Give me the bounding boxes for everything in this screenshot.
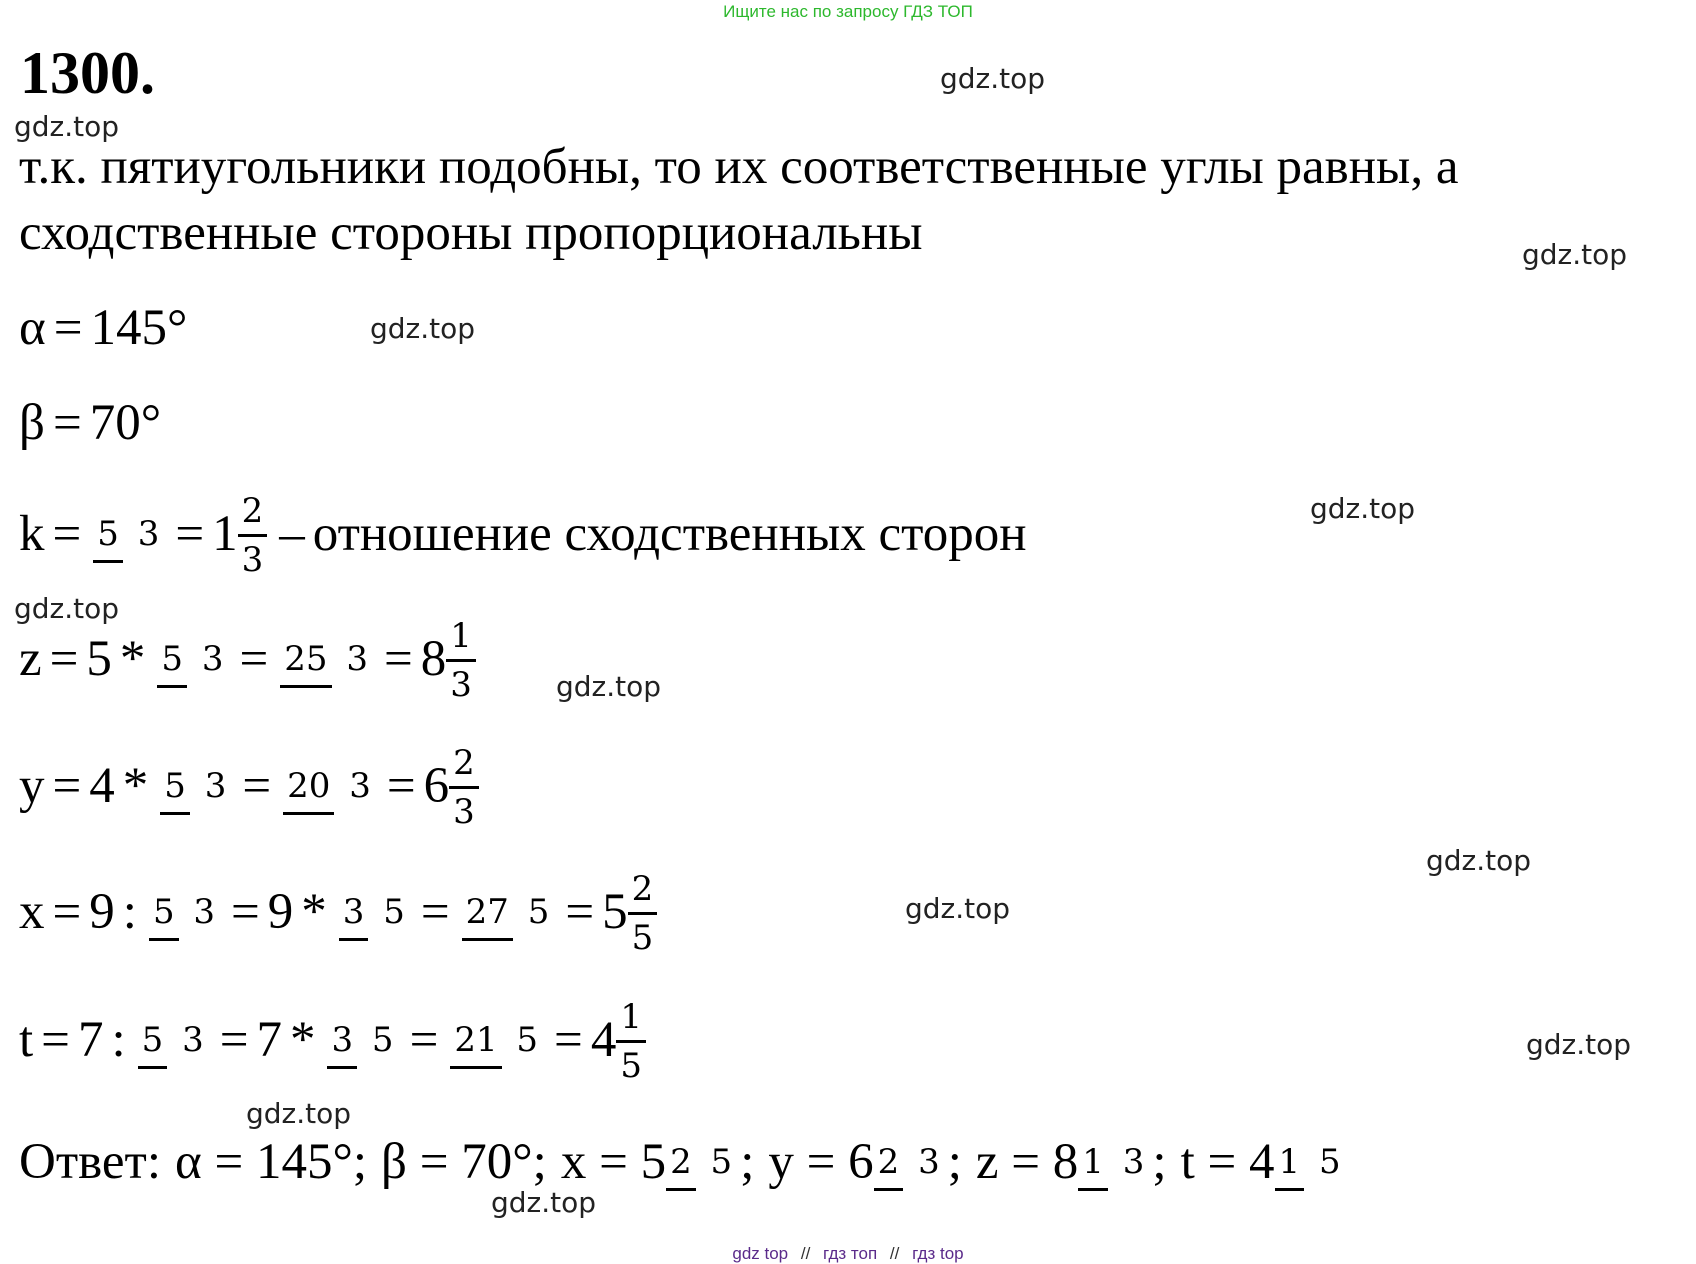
- denominator: 5: [383, 891, 405, 932]
- mixed-number: [423, 742, 483, 832]
- equals-sign: =: [409, 1011, 439, 1068]
- problem-number: 1300.: [20, 40, 155, 106]
- denominator: 5: [710, 1142, 733, 1182]
- fraction: [238, 490, 268, 580]
- y-equation: [19, 742, 483, 832]
- answer-x: x = 5: [560, 1134, 667, 1190]
- watermark: gdz.top: [940, 62, 1046, 95]
- whole-part: 5: [602, 883, 628, 940]
- fraction: [446, 615, 476, 705]
- fraction: [327, 1019, 397, 1060]
- separator: ;: [1152, 1134, 1167, 1190]
- numerator: 5: [138, 1016, 168, 1069]
- fraction: [666, 1142, 736, 1182]
- x-equation: [19, 868, 661, 958]
- z-equation: [19, 615, 480, 705]
- answer-line: [19, 1132, 1349, 1192]
- denominator: 5: [371, 1019, 394, 1060]
- numerator: 1: [1275, 1138, 1305, 1191]
- numerator: 5: [93, 510, 123, 563]
- numerator: 5: [160, 762, 190, 815]
- watermark: gdz.top: [14, 110, 120, 143]
- fraction: [138, 1019, 208, 1060]
- equals-sign: =: [52, 757, 82, 814]
- answer-t: t = 4: [1180, 1134, 1275, 1190]
- multiply-sign: *: [301, 883, 327, 940]
- watermark: gdz.top: [1526, 1028, 1632, 1061]
- factor: 5: [86, 630, 112, 687]
- footer-link-gdz-top-mixed[interactable]: гдз top: [912, 1244, 964, 1263]
- watermark: gdz.top: [1522, 238, 1628, 271]
- k-description: отношение сходственных сторон: [312, 505, 1027, 562]
- watermark: gdz.top: [491, 1186, 597, 1219]
- watermark: gdz.top: [556, 670, 662, 703]
- whole-part: 4: [590, 1011, 617, 1068]
- fraction: [1078, 1142, 1148, 1182]
- fraction: [339, 891, 409, 932]
- answer-z: z = 8: [975, 1134, 1079, 1190]
- numerator: 2: [449, 742, 479, 789]
- y-symbol: y: [19, 757, 45, 814]
- fraction: [874, 1142, 944, 1182]
- whole-part: 8: [420, 630, 447, 687]
- alpha-symbol: α: [19, 300, 46, 356]
- footer-links: [0, 1244, 1696, 1264]
- denominator: 3: [204, 765, 227, 806]
- answer-y: y = 6: [768, 1134, 874, 1190]
- equals-sign: =: [386, 757, 416, 814]
- factor: 9: [267, 883, 294, 940]
- watermark: gdz.top: [1426, 844, 1532, 877]
- fraction: [628, 868, 658, 958]
- factor: 4: [89, 757, 115, 814]
- denominator: 3: [241, 540, 264, 580]
- fraction: [280, 638, 372, 679]
- answer-label: Ответ:: [19, 1134, 161, 1190]
- whole-part: 6: [423, 757, 450, 814]
- equals-sign: =: [52, 505, 82, 562]
- z-symbol: z: [19, 630, 42, 687]
- intro-line-1: т.к. пятиугольники подобны, то их соответственные углы равны, а: [19, 139, 1459, 195]
- equals-sign: =: [565, 883, 595, 940]
- multiply-sign: *: [119, 630, 146, 687]
- fraction: [616, 996, 646, 1086]
- fraction: [93, 513, 163, 554]
- equals-sign: =: [554, 1011, 583, 1068]
- separator: ;: [740, 1134, 755, 1190]
- numerator: 20: [283, 762, 334, 815]
- numerator: 27: [462, 888, 513, 941]
- beta-equation: [19, 393, 161, 453]
- k-symbol: k: [19, 505, 45, 562]
- denominator: 3: [346, 638, 368, 679]
- factor: 9: [89, 883, 115, 940]
- footer-link-gdz-top-ru[interactable]: гдз топ: [823, 1244, 878, 1263]
- numerator: 21: [450, 1016, 501, 1069]
- k-equation: [19, 490, 1027, 580]
- footer-link-gdz-top[interactable]: gdz top: [732, 1244, 789, 1263]
- mixed-number: [602, 868, 661, 958]
- denominator: 3: [1122, 1142, 1145, 1182]
- denominator: 3: [193, 891, 216, 932]
- numerator: 1: [1078, 1138, 1108, 1191]
- multiply-sign: *: [122, 757, 149, 814]
- denominator: 3: [453, 792, 475, 832]
- footer-separator: //: [800, 1244, 811, 1263]
- denominator: 5: [1318, 1142, 1341, 1182]
- fraction: [149, 891, 219, 932]
- equals-sign: =: [383, 630, 413, 687]
- footer-separator: //: [889, 1244, 900, 1263]
- numerator: 1: [616, 996, 646, 1043]
- separator: ;: [947, 1134, 962, 1190]
- watermark: gdz.top: [1310, 492, 1416, 525]
- watermark: gdz.top: [370, 312, 476, 345]
- denominator: 5: [527, 891, 550, 932]
- denominator: 3: [450, 665, 472, 705]
- numerator: 2: [666, 1138, 696, 1191]
- factor: 7: [256, 1011, 282, 1068]
- beta-value: 70°: [89, 395, 162, 451]
- denominator: 3: [349, 765, 371, 806]
- answer-beta: β = 70°;: [381, 1134, 547, 1190]
- fraction: [1275, 1142, 1345, 1182]
- t-symbol: t: [19, 1011, 34, 1068]
- whole-part: 1: [212, 505, 238, 562]
- fraction: [160, 765, 230, 806]
- top-banner: Ищите нас по запросу ГДЗ ТОП: [723, 2, 973, 21]
- watermark: gdz.top: [14, 592, 120, 625]
- equals-sign: =: [231, 883, 260, 940]
- equals-sign: =: [219, 1011, 249, 1068]
- numerator: 3: [327, 1016, 357, 1069]
- denominator: 5: [620, 1046, 642, 1086]
- equals-sign: =: [420, 883, 450, 940]
- mixed-number: [590, 996, 650, 1086]
- equals-sign: =: [49, 630, 79, 687]
- divide-sign: :: [122, 883, 137, 940]
- multiply-sign: *: [289, 1011, 316, 1068]
- mixed-number: [420, 615, 480, 705]
- numerator: 3: [339, 888, 369, 941]
- denominator: 3: [137, 513, 160, 554]
- mixed-number: [212, 490, 271, 580]
- numerator: 2: [628, 868, 658, 915]
- fraction: [449, 742, 479, 832]
- denominator: 3: [182, 1019, 204, 1060]
- answer-alpha: α = 145°;: [175, 1134, 368, 1190]
- dash: –: [279, 505, 305, 562]
- alpha-equation: [19, 298, 187, 358]
- equals-sign: =: [52, 395, 82, 451]
- denominator: 5: [631, 918, 654, 958]
- fraction: [450, 1019, 542, 1060]
- watermark: gdz.top: [905, 892, 1011, 925]
- numerator: 5: [157, 635, 187, 688]
- fraction: [462, 891, 554, 932]
- equals-sign: =: [53, 300, 83, 356]
- equals-sign: =: [175, 505, 205, 562]
- fraction: [157, 638, 227, 679]
- equals-sign: =: [41, 1011, 70, 1068]
- watermark: gdz.top: [246, 1097, 352, 1130]
- numerator: 1: [446, 615, 476, 662]
- equals-sign: =: [52, 883, 82, 940]
- fraction: [283, 765, 375, 806]
- t-equation: [19, 996, 650, 1086]
- intro-line-2: сходственные стороны пропорциональны: [19, 205, 923, 261]
- divide-sign: :: [111, 1011, 126, 1068]
- beta-symbol: β: [19, 395, 45, 451]
- equals-sign: =: [242, 757, 272, 814]
- equals-sign: =: [239, 630, 269, 687]
- numerator: 2: [874, 1138, 904, 1191]
- x-symbol: x: [19, 883, 45, 940]
- numerator: 25: [280, 635, 331, 688]
- alpha-value: 145°: [90, 300, 188, 356]
- factor: 7: [77, 1011, 104, 1068]
- denominator: 5: [516, 1019, 539, 1060]
- numerator: 5: [149, 888, 179, 941]
- denominator: 3: [918, 1142, 940, 1182]
- denominator: 3: [201, 638, 224, 679]
- numerator: 2: [238, 490, 268, 537]
